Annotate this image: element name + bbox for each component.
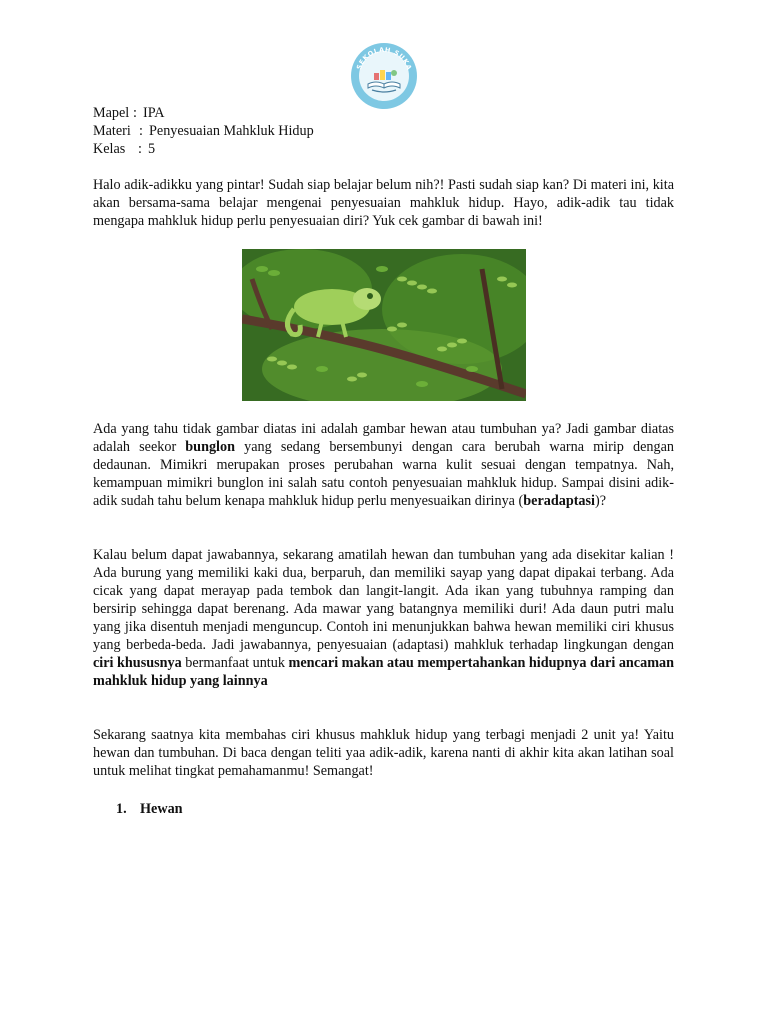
meta-key: Kelas bbox=[93, 141, 126, 157]
document-body bbox=[93, 104, 674, 230]
text-run: bermanfaat untuk bbox=[181, 655, 289, 671]
text-run: yang sedang bersembunyi dengan cara berubah warna mirip dengan dedaunan. Mimikri merupakan proses perubahan warna kulit sesuai dengan tempatnya. Nah, kemampuan mimikri bunglon ini salah satu contoh penyesuaian mahkluk hidup. Sampai disini adik-adik sudah tahu belum kenapa mahkluk hidup perlu menyesuaikan dirinya ( bbox=[93, 439, 674, 509]
meta-key: Materi bbox=[93, 123, 131, 139]
adaptation-paragraph-block bbox=[93, 546, 674, 690]
section-heading bbox=[116, 800, 183, 818]
bold-term: ciri khususnya bbox=[93, 655, 182, 671]
closing-paragraph: Sekarang saatnya kita membahas ciri khusus mahkluk hidup yang terbagi menjadi 2 unit ya! Yaitu hewan dan tumbuhan. Di baca dengan teliti yaa adik-adik, karena nanti di akhir kita akan latihan soal untuk melihat tingkat pemahamanmu! Semangat! bbox=[93, 727, 674, 779]
mimicry-paragraph bbox=[93, 420, 674, 510]
adaptation-paragraph bbox=[93, 546, 674, 690]
meta-key: Mapel bbox=[93, 105, 130, 121]
meta-row-class bbox=[93, 140, 674, 158]
bold-term: bunglon bbox=[185, 439, 235, 455]
closing-paragraph-block bbox=[93, 726, 674, 780]
explanation-paragraph bbox=[93, 420, 674, 510]
meta-row-topic bbox=[93, 122, 674, 140]
section-label: Hewan bbox=[140, 801, 183, 817]
chameleon-image bbox=[242, 249, 526, 401]
meta-separator: : bbox=[133, 105, 137, 121]
school-logo bbox=[350, 42, 418, 110]
meta-value: IPA bbox=[143, 105, 165, 121]
text-run: )? bbox=[594, 493, 607, 509]
text-run: Kalau belum dapat jawabannya, sekarang amatilah hewan dan tumbuhan yang ada disekitar kalian ! Ada burung yang memiliki kaki dua, berparuh, dan memiliki sayap yang dapat dipakai terbang. Ada cicak yang dapat merayap pada tembok dan langit-langit. Ada ikan yang tubuhnya ramping dan bersirip sehingga dapat berenang. Ada mawar yang batangnya memiliki duri! Ada daun putri malu yang jika disentuh menjadi menguncup. Contoh ini menunjukkan bahwa hewan memiliki ciri khusus yang berbeda-beda. Jadi jawabannya, penyesuaian (adaptasi) mahkluk terhadap lingkungan dengan bbox=[93, 547, 674, 653]
meta-separator: : bbox=[139, 123, 143, 139]
intro-paragraph: Halo adik-adikku yang pintar! Sudah siap belajar belum nih?! Pasti sudah siap kan? Di materi ini, kita akan bersama-sama belajar mengenai penyesuaian mahkluk hidup. Hayo, adik-adik tau tidak mengapa mahkluk hidup perlu penyesuaian diri? Yuk cek gambar di bawah ini! bbox=[93, 177, 674, 229]
meta-row-subject bbox=[93, 104, 674, 122]
book-logo-icon bbox=[350, 42, 418, 110]
bold-term: beradaptasi bbox=[523, 493, 595, 509]
svg-text:SEKOLAH SUKA BACA: SEKOLAH SUKA bbox=[355, 45, 414, 72]
meta-value: 5 bbox=[148, 141, 156, 157]
bold-term: mencari makan atau mempertahankan hidupnya dari ancaman mahkluk hidup yang lainnya bbox=[93, 655, 674, 689]
chameleon-photo bbox=[242, 249, 526, 401]
section-number: 1. bbox=[116, 801, 127, 817]
meta-value: Penyesuaian Mahkluk Hidup bbox=[149, 123, 314, 139]
text-run: Ada yang tahu tidak gambar diatas ini adalah gambar hewan atau tumbuhan ya? Jadi gambar diatas adalah seekor bbox=[93, 421, 674, 455]
meta-separator: : bbox=[138, 141, 142, 157]
